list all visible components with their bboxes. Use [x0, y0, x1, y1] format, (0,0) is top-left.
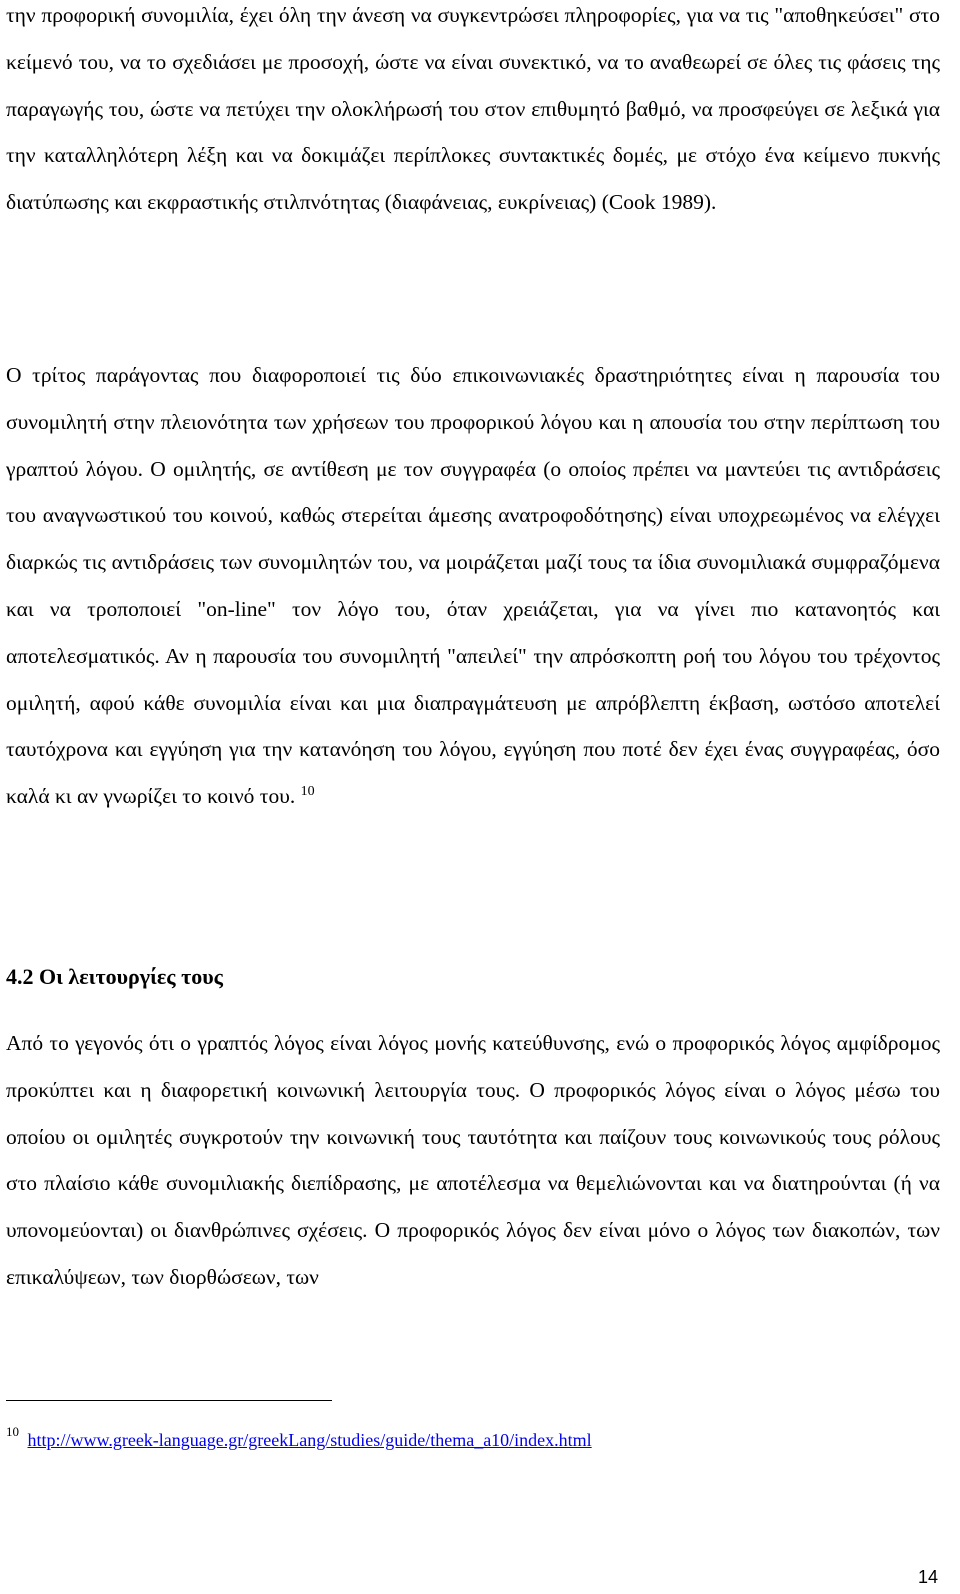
footnote-link[interactable]: http://www.greek-language.gr/greekLang/studies/guide/thema_a10/index.html: [27, 1430, 592, 1450]
paragraph-written-vs-oral-planning: την προφορική συνομιλία, έχει όλη την άνεση να συγκεντρώσει πληροφορίες, για να τις "αποθηκεύσει" στο κείμενό του, να το σχεδιάσει με προσοχή, ώστε να είναι συνεκτικό, να το αναθεωρεί σε όλες τις φάσεις της παραγωγής του, ώστε να πετύχει την ολοκλήρωσή του στον επιθυμητό βαθμό, να προσφεύγει σε λεξικά για την καταλληλότερη λέξη και να δοκιμάζει περίπλοκες συντακτικές δομές, με στόχο ένα κείμενο πυκνής διατύπωσης και εκφραστικής στιλπνότητας (διαφάνειας, ευκρίνειας) (Cook 1989).: [6, 3, 940, 215]
footnote: [6, 1424, 592, 1454]
footnote-reference[interactable]: 10: [300, 784, 315, 800]
footnote-separator: [6, 1400, 332, 1401]
section-heading: 4.2 Οι λειτουργίες τους: [6, 964, 223, 989]
paragraph-text: Ο τρίτος παράγοντας που διαφοροποιεί τις δύο επικοινωνιακές δραστηριότητες είναι η παρουσία του συνομιλητή στην πλειονότητα των χρήσεων του προφορικού λόγου και η απουσία του στην περίπτωση του γραπτού λόγου. Ο ομιλητής, σε αντίθεση με τον συγγραφέα (ο οποίος πρέπει να μαντεύει τις αντιδράσεις του αναγνωστικού του κοινού, καθώς στερείται άμεσης ανατροφοδότησης) είναι υποχρεωμένος να ελέγχει διαρκώς τις αντιδράσεις των συνομιλητών του, να μοιράζεται μαζί τους τα ίδια συνομιλιακά συμφραζόμενα και να τροποποιεί "on-line" τον λόγο του, όταν χρειάζεται, για να γίνει πιο κατανοητός και αποτελεσματικός. Αν η παρουσία του συνομιλητή "απειλεί" την απρόσκοπτη ροή του λόγου του τρέχοντος ομιλητή, αφού κάθε συνομιλία είναι και μια διαπραγμάτευση με απρόβλεπτη έκβαση, ωστόσο αποτελεί ταυτόχρονα και εγγύηση για την κατανόηση του λόγου, εγγύηση που ποτέ δεν έχει ένας συγγραφέας, όσο καλά κι αν γνωρίζει το κοινό του.: [6, 363, 940, 809]
page-number: 14: [917, 1567, 938, 1587]
footnote-number: 10: [6, 1424, 19, 1439]
paragraph-interlocutor-presence: [6, 352, 940, 820]
paragraph-social-function: Από το γεγονός ότι ο γραπτός λόγος είναι λόγος μονής κατεύθυνσης, ενώ ο προφορικός λόγος αμφίδρομος προκύπτει και η διαφορετική κοινωνική λειτουργία τους. Ο προφορικός λόγος είναι ο λόγος μέσω του οποίου οι ομιλητές συγκροτούν την κοινωνική τους ταυτότητα και παίζουν τους κοινωνικούς τους ρόλους στο πλαίσιο κάθε συνομιλιακής διεπίδρασης, με αποτέλεσμα να θεμελιώνονται και να διατηρούνται (ή να υπονομεύονται) οι διανθρώπινες σχέσεις. Ο προφορικός λόγος δεν είναι μόνο ο λόγος των διακοπών, των επικαλύψεων, των διορθώσεων, των: [6, 1031, 940, 1289]
